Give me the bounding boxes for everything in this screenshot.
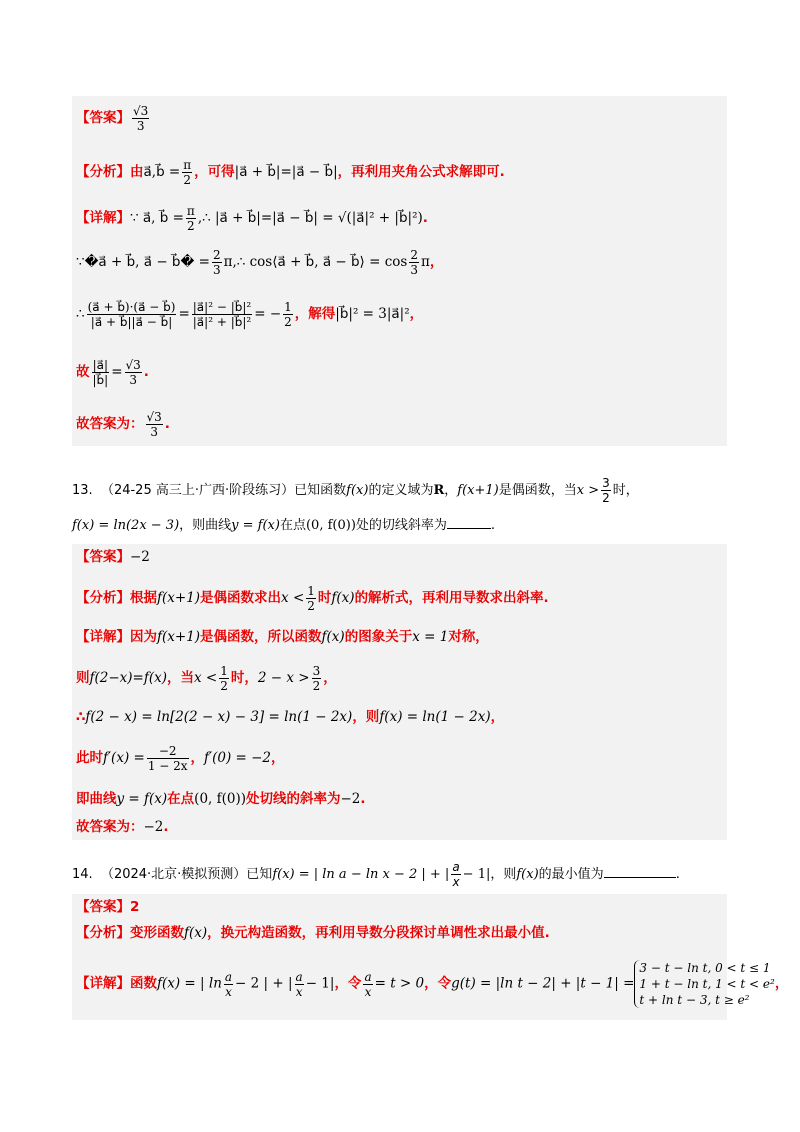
q14-detail-line: 【详解】函数f(x) = | ln $\frac{a}{x}$ − 2 | + | $\frac{a}{x}$ − 1|，令 $\frac{a}{x}$ = t > 0，令g(t) = |ln t − 2| + |t − 1| = 3 − t − ln t, 0 < t ≤ 1 1 + t − ln t, 1 < t < e² t + ln t − 3, t ≥ e² ， [76, 961, 789, 1007]
q12-detail-line2: ∵�a⃗ + b⃗, a⃗ − b⃗� = $\frac{2}{3}$ π,∴ cos⟨a⃗ + b⃗, a⃗ − b⃗⟩ = cos $\frac{2}{3}$ π， [76, 248, 444, 277]
q12-detail-line1: 【详解】∵ a⃗, b⃗ = $\frac{\pi}{2}$ ,∴ |a⃗ + b⃗|=|a⃗ − b⃗| = √(|a⃗|² + |b⃗|²). [76, 204, 428, 233]
q13-analysis-line: 【分析】根据f(x+1)是偶函数求出x < $\frac{1}{2}$ 时f(x)的解析式，再利用导数求出斜率. [76, 584, 549, 613]
piecewise-cases: 3 − t − ln t, 0 < t ≤ 1 1 + t − ln t, 1 < t < e² t + ln t − 3, t ≥ e² [634, 960, 774, 1008]
q13-detail-line2: 则f(2−x)=f(x)，当x < $\frac{1}{2}$ 时，2 − x > $\frac{3}{2}$ ， [76, 664, 337, 693]
q12-detail-line4: 故 $\frac{|a⃗|}{|b⃗|}$ = $\frac{√3}{3}$ . [76, 358, 149, 387]
q12-analysis-line: 【分析】由a⃗,b⃗ = $\frac{\pi}{2}$ ，可得|a⃗ + b⃗|=|a⃗ − b⃗|，再利用夹角公式求解即可. [76, 158, 505, 187]
q12-answer-line: 【答案】 $\frac{√3}{3}$ [76, 104, 149, 133]
q13-question-line2: f(x) = ln(2x − 3)，则曲线y = f(x)在点(0, f(0))处的切线斜率为 . [72, 518, 496, 533]
q12-final-answer: 故答案为： $\frac{√3}{3}$ . [76, 410, 170, 439]
q13-detail-line5: 即曲线y = f(x)在点(0, f(0))处切线的斜率为−2. [76, 791, 366, 807]
q13-detail-line1: 【详解】因为f(x+1)是偶函数，所以函数f(x)的图象关于x = 1对称， [76, 629, 489, 645]
q14-question-line1: 14. （2024·北京·模拟预测）已知f(x) = | ln a − ln x − 2 | + | $\frac{a}{x}$ − 1|，则f(x)的最小值为 . [72, 860, 680, 889]
q12-detail-line3: ∴ $\frac{(a⃗ + b⃗)\cdot(a⃗ - b⃗)}{|a⃗ + b⃗||a⃗ - b⃗|}$ = $\frac{\text{|a⃗|² − |b⃗|²}}{\text{|a⃗|² + |b⃗|²}}$ = − $\frac{1}{2}$ ，解得|b⃗|² = 3|a⃗|²， [76, 300, 424, 329]
q13-answer-line: 【答案】−2 [76, 549, 150, 565]
q14-answer-line: 【答案】2 [76, 899, 140, 915]
q14-analysis-line: 【分析】变形函数f(x)，换元构造函数，再利用导数分段探讨单调性求出最小值. [76, 925, 550, 941]
q13-detail-line4: 此时f′(x) = $\frac{-2}{1 - 2x}$ ，f′(0) = −2， [76, 744, 285, 773]
q13-detail-line3: ∴f(2 − x) = ln[2(2 − x) − 3] = ln(1 − 2x)，则f(x) = ln(1 − 2x)， [76, 709, 505, 725]
q13-final-answer: 故答案为：−2. [76, 819, 169, 835]
answer-blank [604, 865, 676, 878]
answer-blank [447, 516, 491, 529]
q13-question-line1: 13. （24-25 高三上·广西·阶段练习）已知函数f(x)的定义域为R，f(x+1)是偶函数，当x > $\frac{3}{2}$ 时， [72, 476, 639, 505]
